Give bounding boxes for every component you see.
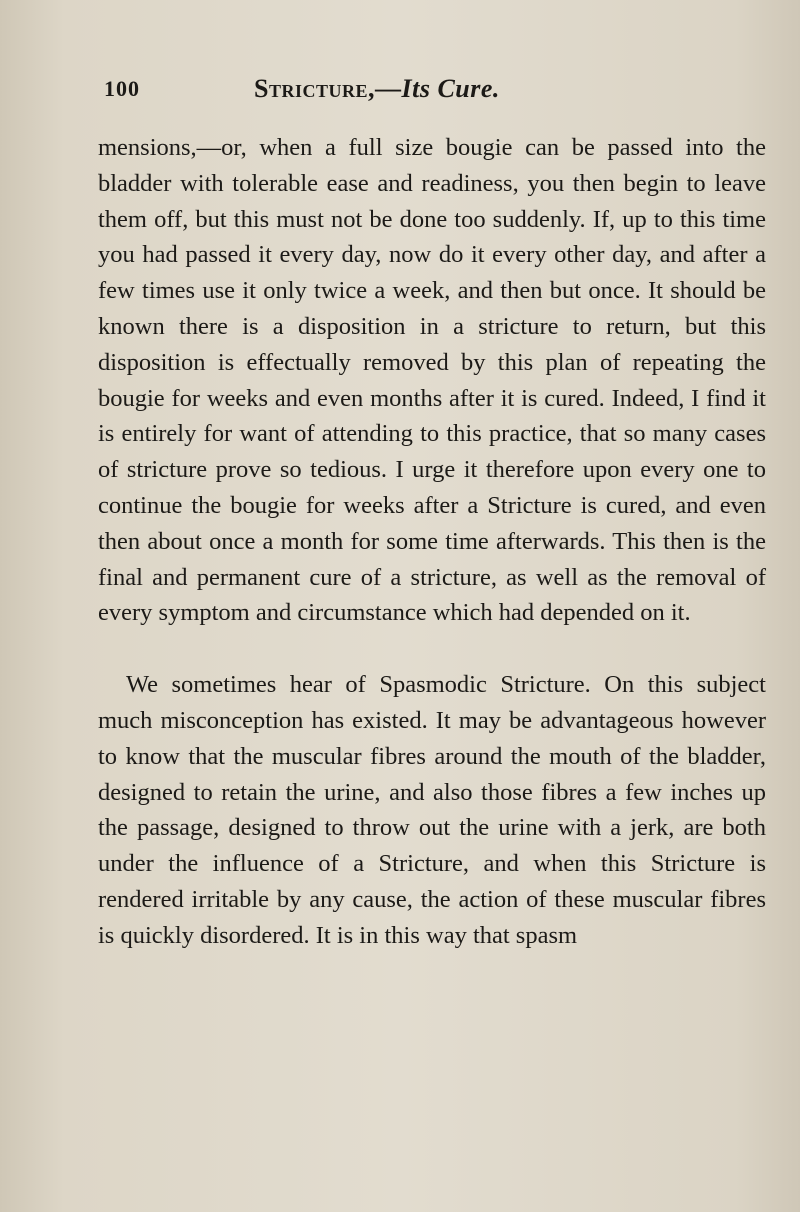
paragraph-continuation: mensions,—or, when a full size bougie can be passed into the bladder with tolerable ease and readiness, you then begin to leave them off, but this must not be done too suddenly. If, up to this time you had passed it every day, now do it every other day, and after a few times use it only twice a week, and then but once. It should be known there is a disposition in a stricture to return, but this disposition is effectually removed by this plan of repeating the bougie for weeks and even months after it is cured. Indeed, I find it is entirely for want of attending to this practice, that so many cases of stricture prove so tedious. I urge it therefore upon every one to continue the bougie for weeks after a Stricture is cured, and even then about once a month for some time afterwards. This then is the final and permanent cure of a stricture, as well as the removal of every symptom and circumstance which had depended on it. bbox=[98, 134, 766, 627]
paragraph-spasmodic-stricture: We sometimes hear of Spasmodic Stricture. On this subject much misconception has existed. It may be advantageous however to know that the muscular fibres around the mouth of the bladder, designed to retain the urine, and also those fibres a few inches up the passage, designed to throw out the urine with a jerk, are both under the influence of a Stricture, and when this Stricture is rendered irritable by any cause, the action of these muscular fibres is quickly disordered. It is in this way that spasm bbox=[98, 671, 766, 949]
running-title-italic: Its Cure. bbox=[401, 74, 500, 103]
page-number: 100 bbox=[104, 76, 140, 101]
running-title bbox=[254, 74, 500, 104]
running-title-main: Stricture,— bbox=[254, 74, 402, 103]
body-text bbox=[98, 130, 766, 954]
paragraph-gap bbox=[98, 631, 766, 667]
running-head bbox=[98, 58, 766, 108]
